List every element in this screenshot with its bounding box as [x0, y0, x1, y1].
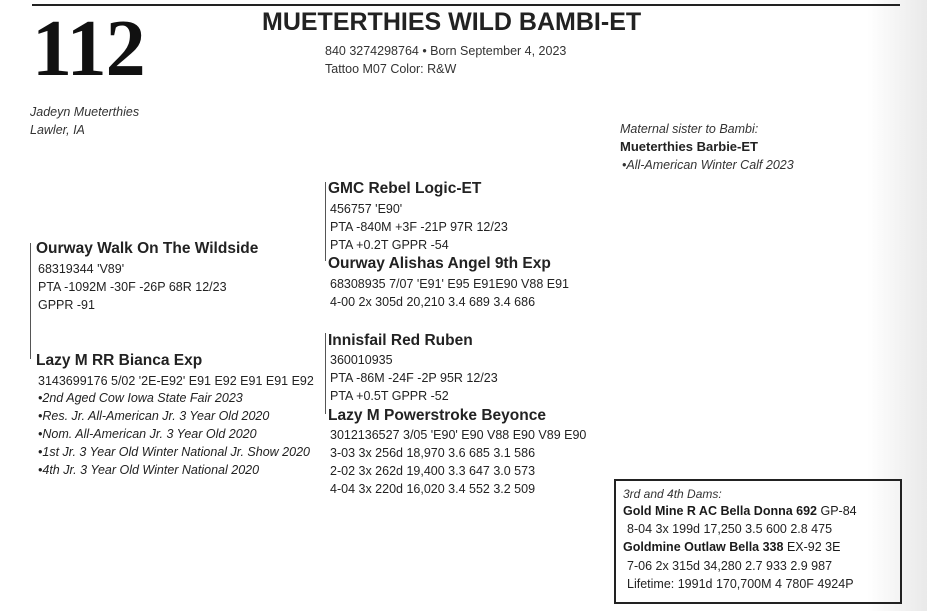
sister-name: Mueterthies Barbie-ET	[620, 139, 758, 154]
dams-box-heading: 3rd and 4th Dams:	[623, 487, 722, 501]
animal-name: MUETERTHIES WILD BAMBI-ET	[262, 8, 642, 36]
third-dam-score: GP-84	[817, 504, 857, 518]
animal-id-line: 840 3274298764 • Born September 4, 2023	[325, 44, 567, 58]
owner-location: Lawler, IA	[30, 123, 85, 137]
header-rule	[32, 4, 900, 6]
dam-line: 3143699176 5/02 '2E-E92' E91 E92 E91 E91 E92	[38, 374, 314, 388]
dams-dam-line: 3012136527 3/05 'E90' E90 V88 E90 V89 E90	[330, 428, 587, 442]
dams-dam-record: 3-03 3x 256d 18,970 3.6 685 3.1 586	[330, 446, 536, 460]
dams-sire-line: PTA -86M -24F -2P 95R 12/23	[330, 371, 498, 385]
sire-name: Ourway Walk On The Wildside	[36, 240, 259, 257]
sires-dam-line: 4-00 2x 305d 20,210 3.4 689 3.4 686	[330, 295, 536, 309]
fourth-dam-entry	[623, 540, 840, 554]
sister-note: •All-American Winter Calf 2023	[622, 158, 794, 172]
fourth-dam-score: EX-92 3E	[783, 540, 841, 554]
dam-achievement: •Nom. All-American Jr. 3 Year Old 2020	[38, 427, 257, 441]
third-dam-name: Gold Mine R AC Bella Donna 692	[623, 504, 818, 518]
dams-dam-name: Lazy M Powerstroke Beyonce	[328, 407, 546, 424]
sires-sire-line: PTA +0.2T GPPR -54	[330, 238, 449, 252]
dam-name: Lazy M RR Bianca Exp	[36, 352, 203, 369]
fourth-dam-record: 7-06 2x 315d 34,280 2.7 933 2.9 987	[627, 559, 833, 573]
sire-line: 68319344 'V89'	[38, 262, 125, 276]
animal-tattoo-line: Tattoo M07 Color: R&W	[325, 62, 457, 76]
dams-dam-record: 2-02 3x 262d 19,400 3.3 647 3.0 573	[330, 464, 536, 478]
dam-achievement: •Res. Jr. All-American Jr. 3 Year Old 2020	[38, 409, 270, 423]
dams-dam-record: 4-04 3x 220d 16,020 3.4 552 3.2 509	[330, 482, 536, 496]
dam-branch-connector	[325, 333, 326, 414]
owner-name: Jadeyn Mueterthies	[30, 105, 140, 119]
third-dam-record: 8-04 3x 199d 17,250 3.5 600 2.8 475	[627, 522, 833, 536]
dam-achievement: •4th Jr. 3 Year Old Winter National 2020	[38, 463, 260, 477]
dams-sire-name: Innisfail Red Ruben	[328, 332, 473, 349]
third-fourth-dams-box	[614, 479, 902, 604]
sire-line: PTA -1092M -30F -26P 68R 12/23	[38, 280, 227, 294]
sires-sire-line: 456757 'E90'	[330, 202, 403, 216]
fourth-dam-lifetime: Lifetime: 1991d 170,700M 4 780F 4924P	[627, 577, 854, 591]
dams-sire-line: 360010935	[330, 353, 393, 367]
sires-dam-line: 68308935 7/07 'E91' E95 E91E90 V88 E91	[330, 277, 570, 291]
sire-dam-connector	[30, 243, 31, 359]
third-dam-entry	[623, 504, 857, 518]
sires-sire-name: GMC Rebel Logic-ET	[328, 180, 482, 197]
sires-sire-line: PTA -840M +3F -21P 97R 12/23	[330, 220, 508, 234]
dams-sire-line: PTA +0.5T GPPR -52	[330, 389, 449, 403]
sire-branch-connector	[325, 182, 326, 261]
sire-line: GPPR -91	[38, 298, 95, 312]
dam-achievement: •1st Jr. 3 Year Old Winter National Jr. Show 2020	[38, 445, 310, 459]
lot-number: 112	[32, 5, 145, 93]
fourth-dam-name: Goldmine Outlaw Bella 338	[623, 540, 784, 554]
sires-dam-name: Ourway Alishas Angel 9th Exp	[328, 255, 551, 272]
sister-caption: Maternal sister to Bambi:	[620, 122, 759, 136]
dam-achievement: •2nd Aged Cow Iowa State Fair 2023	[38, 391, 243, 405]
